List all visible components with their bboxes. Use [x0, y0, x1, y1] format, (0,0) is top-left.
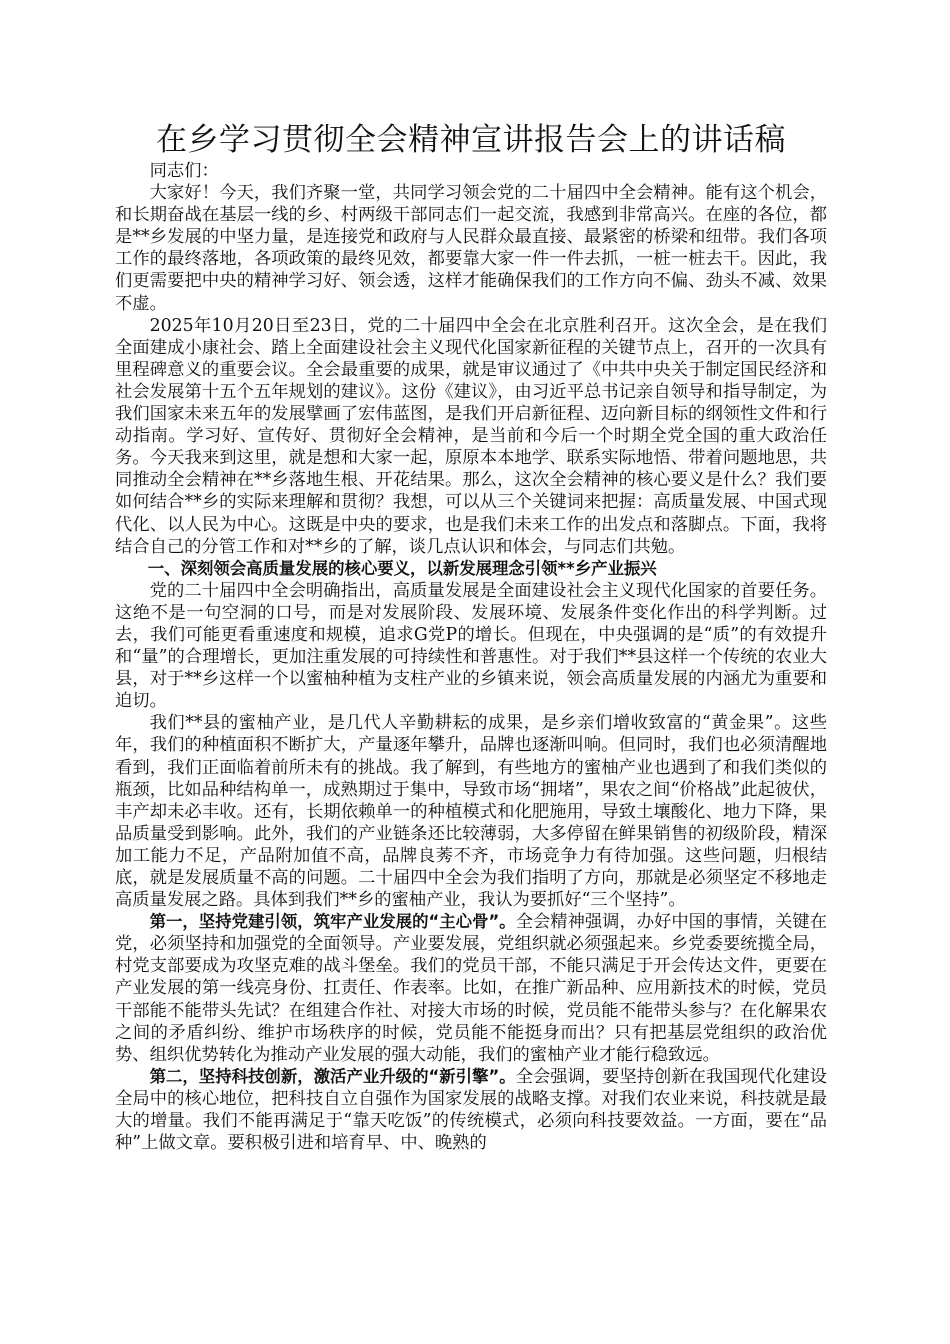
document-title: 在乡学习贯彻全会精神宣讲报告会上的讲话稿	[156, 122, 786, 158]
paragraph-point-1	[115, 911, 827, 1066]
document-page	[115, 120, 827, 1154]
paragraph-point-2	[115, 1066, 827, 1154]
document-body	[115, 160, 827, 1154]
paragraph-plenum-overview: 2025年10月20日至23日，党的二十届四中全会在北京胜利召开。这次全会，是在我们全面建成小康社会、踏上全面建设社会主义现代化国家新征程的关键节点上，召开的一次具有里程碑意义的重要会议。全会最重要的成果，就是审议通过了《中共中央关于制定国民经济和社会发展第十五个五年规划的建议》。这份《建议》，由习近平总书记亲自领导和指导制定，为我们国家未来五年的发展擘画了宏伟蓝图，是我们开启新征程、迈向新目标的纲领性文件和行动指南。学习好、宣传好、贯彻好全会精神，是当前和今后一个时期全党全国的重大政治任务。今天我来到这里，就是想和大家一起，原原本本地学、联系实际地悟、带着问题地思，共同推动全会精神在**乡落地生根、开花结果。那么，这次全会精神的核心要义是什么？我们要如何结合**乡的实际来理解和贯彻？我想，可以从三个关键词来把握：高质量发展、中国式现代化、以人民为中心。这既是中央的要求，也是我们未来工作的出发点和落脚点。下面，我将结合自己的分管工作和对**乡的了解，谈几点认识和体会，与同志们共勉。	[115, 315, 827, 557]
point-1-lead: 第一，坚持党建引领，筑牢产业发展的“主心骨”。	[149, 912, 516, 932]
paragraph-high-quality-development: 党的二十届四中全会明确指出，高质量发展是全面建设社会主义现代化国家的首要任务。这绝不是一句空洞的口号，而是对发展阶段、发展环境、发展条件变化作出的科学判断。过去，我们可能更看重速度和规模，追求G党P的增长。但现在，中央强调的是“质”的有效提升和“量”的合理增长，更加注重发展的可持续性和普惠性。对于我们**县这样一个传统的农业大县，对于**乡这样一个以蜜柚种植为支柱产业的乡镇来说，领会高质量发展的内涵尤为重要和迫切。	[115, 580, 827, 712]
point-2-text: 全会强调，要坚持创新在我国现代化建设全局中的核心地位，把科技自立自强作为国家发展的战略支撑。对我们农业来说，科技就是最大的增量。我们不能再满足于“靠天吃饭”的传统模式，必须向科技要效益。一方面，要在“品种”上做文章。要积极引进和培育早、中、晚熟的	[115, 1066, 827, 1154]
paragraph-pomelo-industry: 我们**县的蜜柚产业，是几代人辛勤耕耘的成果，是乡亲们增收致富的“黄金果”。这些年，我们的种植面积不断扩大，产量逐年攀升，品牌也逐渐叫响。但同时，我们也必须清醒地看到，我们正面临着前所未有的挑战。我了解到，有些地方的蜜柚产业也遇到了和我们类似的瓶颈，比如品种结构单一，成熟期过于集中，导致市场“拥堵”，果农之间“价格战”此起彼伏，丰产却未必丰收。还有，长期依赖单一的种植模式和化肥施用，导致土壤酸化、地力下降，果品质量受到影响。此外，我们的产业链条还比较薄弱，大多停留在鲜果销售的初级阶段，精深加工能力不足，产品附加值不高，品牌良莠不齐，市场竞争力有待加强。这些问题，归根结底，就是发展质量不高的问题。二十届四中全会为我们指明了方向，那就是必须坚定不移地走高质量发展之路。具体到我们**乡的蜜柚产业，我认为要抓好“三个坚持”。	[115, 713, 827, 911]
paragraph-opening: 大家好！今天，我们齐聚一堂，共同学习领会党的二十届四中全会精神。能有这个机会，和长期奋战在基层一线的乡、村两级干部同志们一起交流，我感到非常高兴。在座的各位，都是**乡发展的中坚力量，是连接党和政府与人民群众最直接、最紧密的桥梁和纽带。我们各项工作的最终落地，各项政策的最终见效，都要靠大家一件一件去抓，一桩一桩去干。因此，我们更需要把中央的精神学习好、领会透，这样才能确保我们的工作方向不偏、劲头不减、效果不虚。	[115, 183, 827, 314]
point-1-text: 全会精神强调，办好中国的事情，关键在党，必须坚持和加强党的全面领导。产业要发展，党组织就必须强起来。乡党委要统揽全局，村党支部要成为攻坚克难的战斗堡垒。我们的党员干部，不能只满足于开会传达文件，更要在产业发展的第一线亮身份、扛责任、作表率。比如，在推广新品种、应用新技术的时候，党员干部能不能带头先试？在组建合作社、对接大市场的时候，党员能不能带头参与？在化解果农之间的矛盾纠纷、维护市场秩序的时候，党员能不能挺身而出？只有把基层党组织的政治优势、组织优势转化为推动产业发展的强大动能，我们的蜜柚产业才能行稳致远。	[115, 912, 827, 1065]
point-2-lead: 第二，坚持科技创新，激活产业升级的“新引擎”。	[149, 1066, 516, 1086]
greeting: 同志们：	[149, 161, 219, 181]
section-heading-1: 一、深刻领会高质量发展的核心要义，以新发展理念引领**乡产业振兴	[147, 558, 657, 578]
